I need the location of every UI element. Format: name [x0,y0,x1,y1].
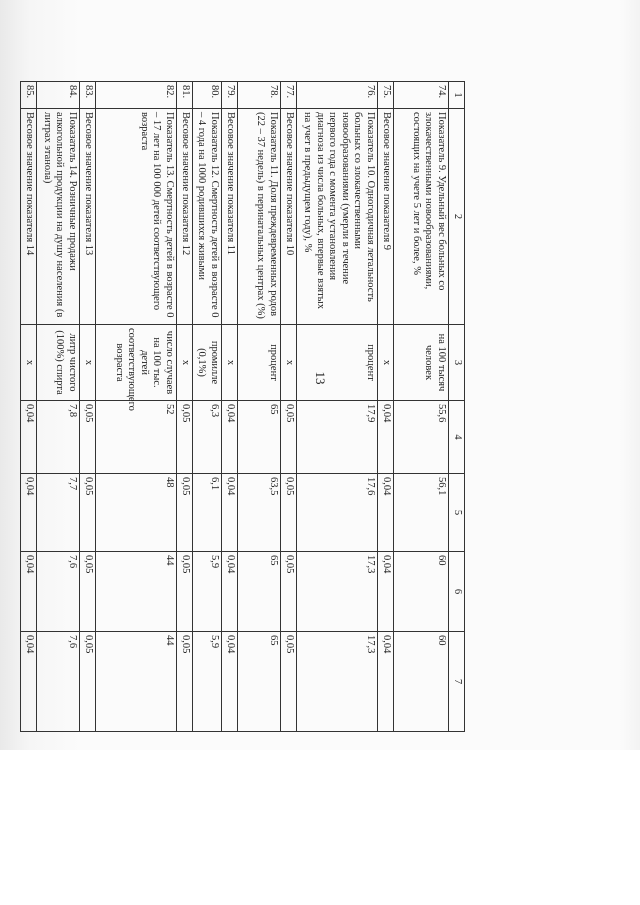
row-number: 80. [193,82,222,109]
value-col-6: 65 [238,552,281,632]
table-row [222,82,238,732]
value-col-7: 0,04 [21,632,37,732]
row-number: 75. [378,82,394,109]
value-col-4: 17,9 [297,401,378,474]
indicator-name: Показатель 12. Смертность детей в возрасте 0 – 4 года на 1000 родившихся живыми [193,109,222,325]
value-col-6: 0,04 [378,552,394,632]
unit-cell: на 100 тысяч человек [394,325,449,401]
table-row [238,82,281,732]
value-col-5: 6,1 [193,474,222,552]
header-cell-6: 6 [449,552,465,632]
value-col-4: 0,05 [281,401,297,474]
indicator-name: Весовое значение показателя 14 [21,109,37,325]
value-col-6: 0,04 [222,552,238,632]
unit-cell: x [222,325,238,401]
header-cell-4: 4 [449,401,465,474]
table-row [80,82,96,732]
value-col-7: 17,3 [297,632,378,732]
value-col-7: 7,6 [37,632,80,732]
value-col-5: 0,05 [281,474,297,552]
value-col-6: 0,05 [281,552,297,632]
row-number: 82. [96,82,177,109]
value-col-7: 0,05 [281,632,297,732]
table-row [177,82,193,732]
row-number: 76. [297,82,378,109]
indicator-name: Весовое значение показателя 11 [222,109,238,325]
value-col-6: 17,3 [297,552,378,632]
unit-cell: x [281,325,297,401]
rotated-table-container [24,81,465,731]
value-col-6: 60 [394,552,449,632]
header-cell-7: 7 [449,632,465,732]
indicator-name: Весовое значение показателя 10 [281,109,297,325]
value-col-4: 0,05 [177,401,193,474]
row-number: 77. [281,82,297,109]
value-col-5: 0,04 [21,474,37,552]
indicator-name: Показатель 11. Доля преждевременных родов (22 – 37 недель) в перинатальных центрах (%) [238,109,281,325]
indicator-name: Показатель 9. Удельный вес больных со злокачественными новообразованиями, состоящих на учете 5 лет и более, % [394,109,449,325]
value-col-6: 7,6 [37,552,80,632]
header-cell-3: 3 [449,325,465,401]
unit-cell: число случаев на 100 тыс. детей соответствующего возраста [96,325,177,401]
indicator-name: Весовое значение показателя 13 [80,109,96,325]
value-col-6: 5,9 [193,552,222,632]
indicator-name: Показатель 14. Розничные продажи алкогольной продукции на душу населения (в литрах этанола) [37,109,80,325]
table-row [21,82,37,732]
value-col-6: 0,05 [177,552,193,632]
value-col-4: 0,04 [378,401,394,474]
indicator-name: Весовое значение показателя 12 [177,109,193,325]
value-col-4: 0,04 [21,401,37,474]
unit-cell: x [21,325,37,401]
value-col-4: 0,05 [80,401,96,474]
value-col-7: 60 [394,632,449,732]
value-col-7: 0,04 [378,632,394,732]
row-number: 78. [238,82,281,109]
header-cell-1: 1 [449,82,465,109]
indicator-name: Показатель 13. Смертность детей в возрасте 0 – 17 лет на 100 000 детей соответствующего возраста [96,109,177,325]
row-number: 79. [222,82,238,109]
value-col-4: 65 [238,401,281,474]
indicators-table [20,81,465,732]
indicator-name: Весовое значение показателя 9 [378,109,394,325]
value-col-7: 5,9 [193,632,222,732]
value-col-4: 52 [96,401,177,474]
value-col-7: 44 [96,632,177,732]
value-col-5: 48 [96,474,177,552]
value-col-6: 44 [96,552,177,632]
unit-cell: x [378,325,394,401]
value-col-5: 7,7 [37,474,80,552]
value-col-5: 0,04 [378,474,394,552]
value-col-4: 0,04 [222,401,238,474]
table-row [297,82,378,732]
row-number: 85. [21,82,37,109]
value-col-7: 65 [238,632,281,732]
table-row [193,82,222,732]
unit-cell: процент [238,325,281,401]
header-row [449,82,465,732]
value-col-7: 0,05 [80,632,96,732]
unit-cell: x [177,325,193,401]
unit-cell: процент [297,325,378,401]
value-col-6: 0,05 [80,552,96,632]
table-row [37,82,80,732]
header-cell-2: 2 [449,109,465,325]
value-col-5: 56,1 [394,474,449,552]
row-number: 74. [394,82,449,109]
value-col-5: 63,5 [238,474,281,552]
value-col-4: 7,8 [37,401,80,474]
value-col-7: 0,04 [222,632,238,732]
value-col-7: 0,05 [177,632,193,732]
unit-cell: x [80,325,96,401]
unit-cell: литр чистого (100%) спирта [37,325,80,401]
value-col-5: 17,6 [297,474,378,552]
unit-cell: промилле (0,1%) [193,325,222,401]
row-number: 83. [80,82,96,109]
indicator-name: Показатель 10. Одногодичная летальность больных со злокачественными новообразованиями (умерли в течение первого года с момента установления диагноза из числа больных, впервые взятых на учет в предыдущем году), % [297,109,378,325]
table-row [96,82,177,732]
table-row [394,82,449,732]
row-number: 84. [37,82,80,109]
table-row [281,82,297,732]
value-col-6: 0,04 [21,552,37,632]
row-number: 81. [177,82,193,109]
page-number: 13 [313,371,328,385]
value-col-5: 0,04 [222,474,238,552]
value-col-4: 55,6 [394,401,449,474]
value-col-5: 0,05 [177,474,193,552]
table-row [378,82,394,732]
value-col-5: 0,05 [80,474,96,552]
header-cell-5: 5 [449,474,465,552]
value-col-4: 6,3 [193,401,222,474]
